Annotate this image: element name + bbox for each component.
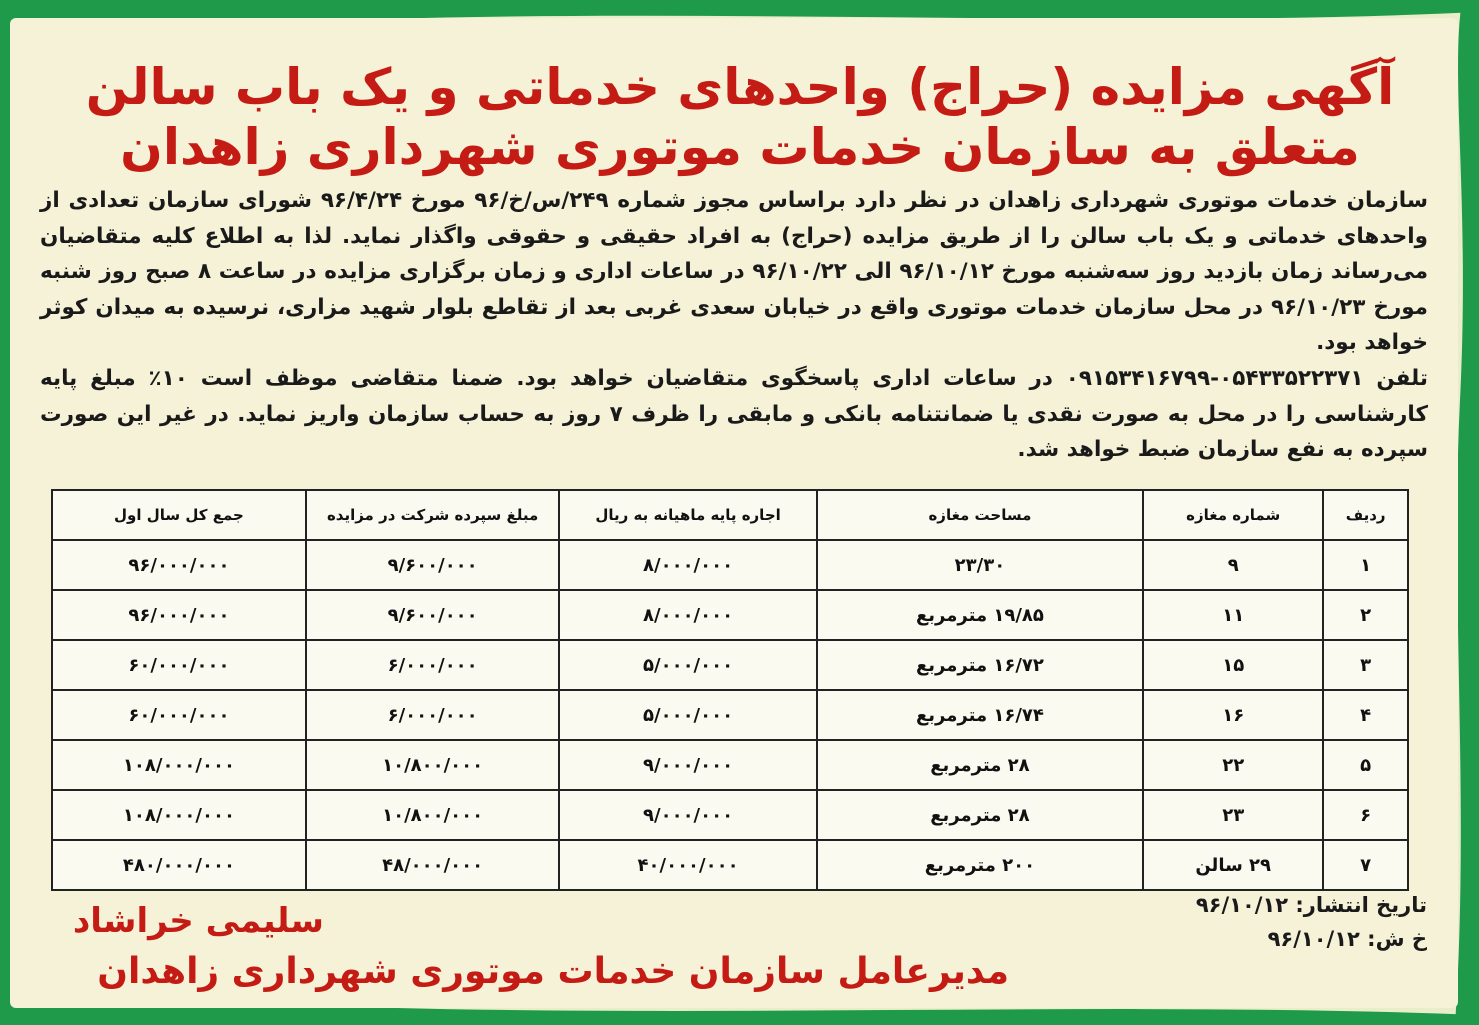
kh-sh-date: خ ش: ۹۶/۱۰/۱۲ xyxy=(1267,927,1427,951)
title-line-1: آگهی مزایده (حراج) واحدهای خدماتی و یک باب سالن xyxy=(85,58,1395,116)
cell-area: ۱۹/۸۵ مترمربع xyxy=(817,590,1143,640)
cell-shop-number: ۱۵ xyxy=(1143,640,1323,690)
cell-row-number: ۱ xyxy=(1323,540,1408,590)
cell-first-year-total: ۹۶/۰۰۰/۰۰۰ xyxy=(52,540,306,590)
cell-monthly-rent: ۹/۰۰۰/۰۰۰ xyxy=(559,790,816,840)
signer-name: سلیمی خراشاد xyxy=(72,901,324,941)
header-shop-number: شماره مغازه xyxy=(1143,490,1323,540)
table-row xyxy=(52,690,1408,740)
cell-row-number: ۴ xyxy=(1323,690,1408,740)
announcement-body xyxy=(40,183,1428,468)
cell-row-number: ۵ xyxy=(1323,740,1408,790)
publish-date: تاریخ انتشار: ۹۶/۱۰/۱۲ xyxy=(1195,893,1427,917)
cell-shop-number: ۲۲ xyxy=(1143,740,1323,790)
cell-area: ۲۳/۳۰ xyxy=(817,540,1143,590)
cell-first-year-total: ۶۰/۰۰۰/۰۰۰ xyxy=(52,690,306,740)
table-header-row xyxy=(52,490,1408,540)
cell-deposit: ۱۰/۸۰۰/۰۰۰ xyxy=(306,740,560,790)
cell-area: ۲۸ مترمربع xyxy=(817,740,1143,790)
header-area: مساحت مغازه xyxy=(817,490,1143,540)
cell-row-number: ۶ xyxy=(1323,790,1408,840)
cell-monthly-rent: ۸/۰۰۰/۰۰۰ xyxy=(559,540,816,590)
header-deposit: مبلغ سپرده شرکت در مزایده xyxy=(306,490,560,540)
cell-monthly-rent: ۵/۰۰۰/۰۰۰ xyxy=(559,640,816,690)
cell-first-year-total: ۴۸۰/۰۰۰/۰۰۰ xyxy=(52,840,306,890)
cell-first-year-total: ۶۰/۰۰۰/۰۰۰ xyxy=(52,640,306,690)
cell-deposit: ۹/۶۰۰/۰۰۰ xyxy=(306,590,560,640)
header-row-number: ردیف xyxy=(1323,490,1408,540)
cell-monthly-rent: ۹/۰۰۰/۰۰۰ xyxy=(559,740,816,790)
cell-deposit: ۴۸/۰۰۰/۰۰۰ xyxy=(306,840,560,890)
cell-first-year-total: ۱۰۸/۰۰۰/۰۰۰ xyxy=(52,740,306,790)
cell-first-year-total: ۹۶/۰۰۰/۰۰۰ xyxy=(52,590,306,640)
table-row xyxy=(52,790,1408,840)
cell-area: ۲۸ مترمربع xyxy=(817,790,1143,840)
table-row xyxy=(52,840,1408,890)
cell-row-number: ۳ xyxy=(1323,640,1408,690)
signer-title: مدیرعامل سازمان خدمات موتوری شهرداری زاهدان xyxy=(97,951,1009,992)
cell-area: ۱۶/۷۲ مترمربع xyxy=(817,640,1143,690)
cell-shop-number: ۱۶ xyxy=(1143,690,1323,740)
title-line-2: متعلق به سازمان خدمات موتوری شهرداری زاهدان xyxy=(120,118,1360,176)
table-row xyxy=(52,540,1408,590)
publication-info xyxy=(1196,888,1427,956)
cell-monthly-rent: ۴۰/۰۰۰/۰۰۰ xyxy=(559,840,816,890)
body-paragraph-1: سازمان خدمات موتوری شهرداری زاهدان در نظر دارد براساس مجوز شماره ۲۴۹/س/خ/۹۶ مورخ ۹۶/۴/۲۴ شورای سازمان تعدادی از واحدهای خدماتی و یک باب سالن را از طریق مزایده (حراج) به افراد حقیقی و حقوقی واگذار نماید. لذا به اطلاع کلیه متقاضیان می‌رساند زمان بازدید روز سه‌شنبه مورخ ۹۶/۱۰/۱۲ الی ۹۶/۱۰/۲۲ در ساعات اداری و زمان برگزاری مزایده در ساعت ۸ صبح روز شنبه مورخ ۹۶/۱۰/۲۳ در محل سازمان خدمات موتوری واقع در خیابان سعدی غربی بعد از تقاطع بلوار شهید مزاری، نرسیده به میدان کوثر خواهد بود. xyxy=(40,188,1429,356)
body-paragraph-2: تلفن ۰۵۴۳۳۵۲۲۳۷۱-۰۹۱۵۳۴۱۶۷۹۹ در ساعات اداری پاسخگوی متقاضیان خواهد بود. ضمنا متقاضی موظف است ۱۰٪ مبلغ پایه کارشناسی را در محل به صورت نقدی یا ضمانتنامه بانکی و مابقی را ظرف ۷ روز به حساب سازمان واریز نماید. در غیر این صورت سپرده به نفع سازمان ضبط خواهد شد. xyxy=(40,365,1428,463)
auction-table xyxy=(51,489,1409,891)
header-monthly-rent: اجاره پایه ماهیانه به ریال xyxy=(559,490,816,540)
cell-shop-number: ۱۱ xyxy=(1143,590,1323,640)
cell-first-year-total: ۱۰۸/۰۰۰/۰۰۰ xyxy=(52,790,306,840)
cell-shop-number: ۹ xyxy=(1143,540,1323,590)
cell-monthly-rent: ۸/۰۰۰/۰۰۰ xyxy=(559,590,816,640)
cell-deposit: ۱۰/۸۰۰/۰۰۰ xyxy=(306,790,560,840)
cell-shop-number: ۲۳ xyxy=(1143,790,1323,840)
cell-deposit: ۶/۰۰۰/۰۰۰ xyxy=(306,690,560,740)
cell-deposit: ۶/۰۰۰/۰۰۰ xyxy=(306,640,560,690)
cell-shop-number: ۲۹ سالن xyxy=(1143,840,1323,890)
header-first-year-total: جمع کل سال اول xyxy=(52,490,306,540)
table-row xyxy=(52,640,1408,690)
cell-area: ۲۰۰ مترمربع xyxy=(817,840,1143,890)
cell-area: ۱۶/۷۴ مترمربع xyxy=(817,690,1143,740)
cell-deposit: ۹/۶۰۰/۰۰۰ xyxy=(306,540,560,590)
table-row xyxy=(52,590,1408,640)
cell-row-number: ۲ xyxy=(1323,590,1408,640)
cell-row-number: ۷ xyxy=(1323,840,1408,890)
cell-monthly-rent: ۵/۰۰۰/۰۰۰ xyxy=(559,690,816,740)
table-row xyxy=(52,740,1408,790)
